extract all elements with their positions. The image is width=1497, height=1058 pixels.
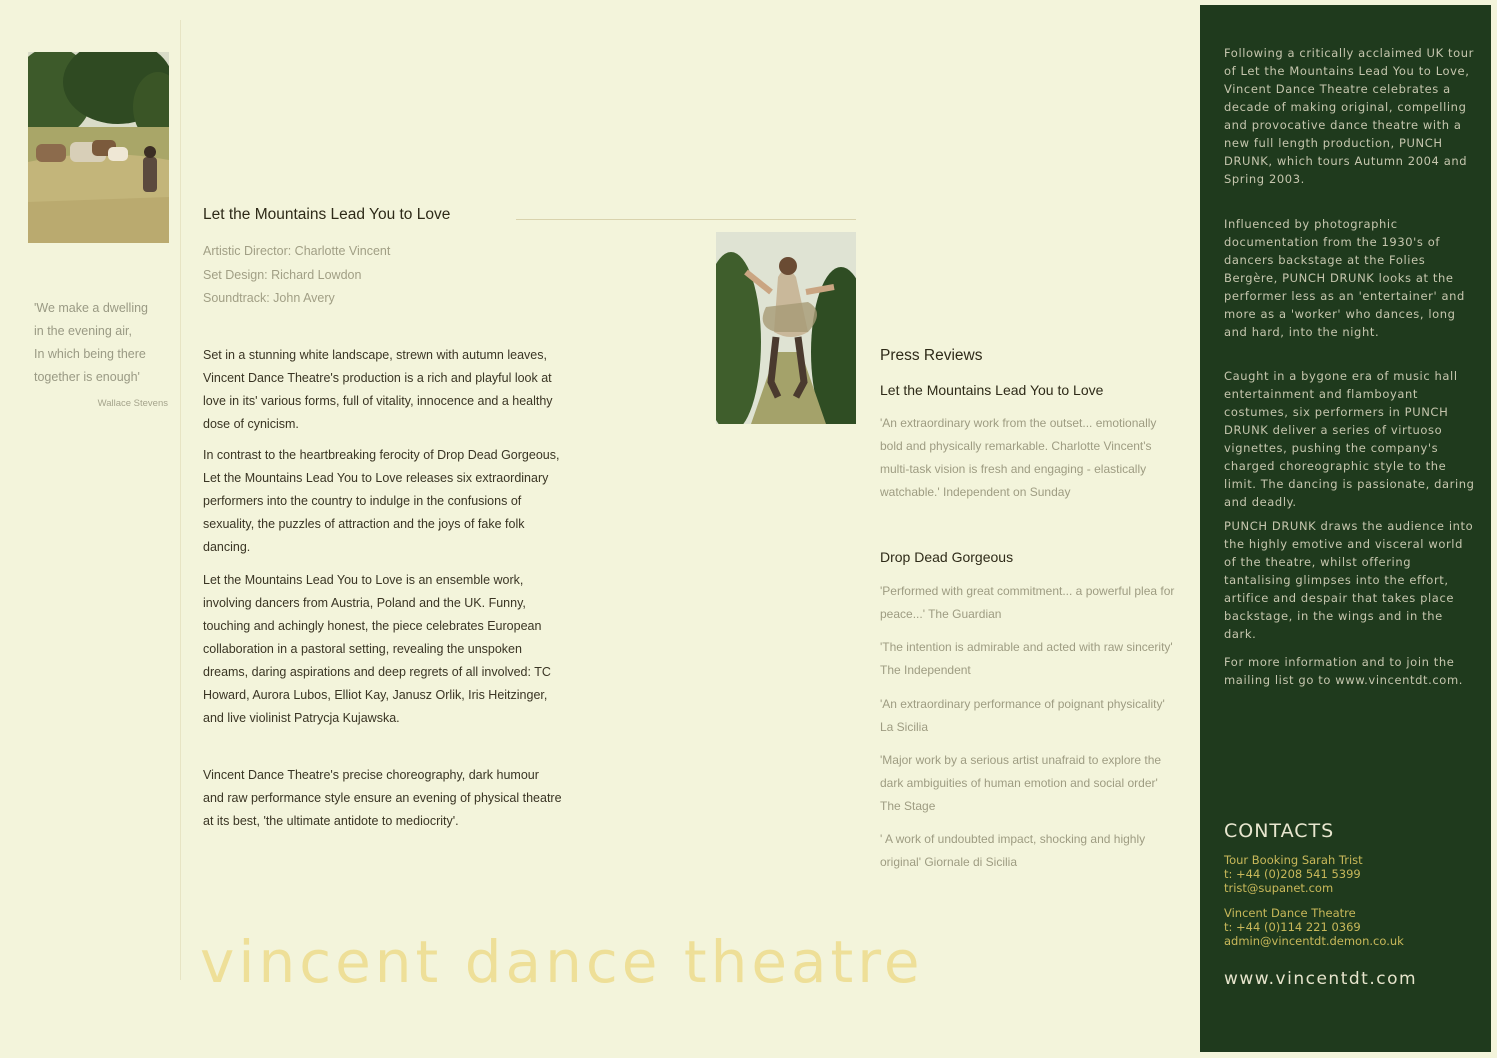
review-section-title: Drop Dead Gorgeous: [880, 549, 1014, 565]
quote-line: in the evening air,: [34, 324, 132, 338]
contact-block: [1224, 906, 1404, 948]
show-title: Let the Mountains Lead You to Love: [203, 206, 451, 223]
website-link[interactable]: www.vincentdt.com: [1224, 969, 1418, 989]
panel-paragraph: Influenced by photographic documentation from the 1930's of dancers backstage at the Folies Bergère, PUNCH DRUNK looks at the performer less as an 'entertainer' and more as a 'worker' who dances, long and hard, into the night.: [1224, 217, 1465, 339]
credit-line: Set Design: Richard Lowdon: [203, 267, 362, 282]
press-reviews-heading: Press Reviews: [880, 347, 983, 364]
contact-phone: t: +44 (0)114 221 0369: [1224, 920, 1361, 934]
show-paragraph: Let the Mountains Lead You to Love is an ensemble work, involving dancers from Austria, Poland and the UK. Funny, touching and achingly honest, the piece celebrates European collaboration in a pastoral setting, revealing the unspoken dreams, daring aspirations and deep regrets of all involved: TC Howard, Aurora Lubos, Elliot Kay, Janusz Orlik, Iris Heitzinger, and live violinist Patrycja Kujawska.: [203, 573, 551, 725]
panel-paragraph: PUNCH DRUNK draws the audience into the highly emotive and visceral world of the theatre, whilst offering tantalising glimpses into the effort, artifice and despair that takes place backstage, in the wings and in the dark.: [1224, 519, 1474, 641]
panel-paragraph: Following a critically acclaimed UK tour of Let the Mountains Lead You to Love, Vincent Dance Theatre celebrates a decade of making original, compelling and provocative dance theatre with a new full length production, PUNCH DRUNK, which tours Autumn 2004 and Spring 2003.: [1224, 46, 1474, 186]
review-quote: 'An extraordinary work from the outset... emotionally bold and physically remarkable. Charlotte Vincent's multi-task vision is fresh and engaging - elastically watchable.' Independent on Sunday: [880, 416, 1157, 499]
review-quote: ' A work of undoubted impact, shocking and highly original' Giornale di Sicilia: [880, 832, 1146, 869]
contact-phone: t: +44 (0)208 541 5399: [1224, 867, 1361, 881]
review-quote: 'Major work by a serious artist unafraid to explore the dark ambiguities of human emotion and social order' The Stage: [880, 753, 1162, 813]
brand-title: vincent dance theatre: [200, 928, 924, 996]
panel-paragraph: For more information and to join the mailing list go to www.vincentdt.com.: [1224, 655, 1463, 687]
contact-email[interactable]: trist@supanet.com: [1224, 881, 1334, 895]
show-paragraph: Set in a stunning white landscape, strewn with autumn leaves, Vincent Dance Theatre's production is a rich and playful look at love in its' various forms, full of vitality, innocence and a healthy dose of cynicism.: [203, 348, 553, 431]
credit-line: Soundtrack: John Avery: [203, 291, 335, 305]
quote-line: together is enough': [34, 370, 140, 384]
dancer-photo: [716, 232, 856, 424]
panel-paragraph: Caught in a bygone era of music hall entertainment and flamboyant costumes, six performers in PUNCH DRUNK deliver a series of virtuoso vignettes, pushing the company's charged choreographic style to the limit. The dancing is passionate, daring and deadly.: [1224, 369, 1475, 509]
review-section-title: Let the Mountains Lead You to Love: [880, 382, 1104, 398]
quote-author: Wallace Stevens: [97, 398, 168, 409]
show-paragraph: Vincent Dance Theatre's precise choreography, dark humour and raw performance style ensure an evening of physical theatre at its best, 'the ultimate antidote to mediocrity'.: [203, 768, 562, 828]
fold-line-left: [180, 20, 181, 980]
contact-block: [1224, 853, 1363, 895]
show-paragraph: In contrast to the heartbreaking ferocity of Drop Dead Gorgeous, Let the Mountains Lead You to Love releases six extraordinary performers into the country to indulge in the confusions of sexuality, the puzzles of attraction and the joys of fake folk dancing.: [203, 448, 560, 554]
review-quote: 'An extraordinary performance of poignant physicality' La Sicilia: [880, 697, 1165, 734]
contact-email[interactable]: admin@vincentdt.demon.co.uk: [1224, 934, 1404, 948]
review-quote: 'Performed with great commitment... a powerful plea for peace...' The Guardian: [880, 584, 1175, 621]
quote-line: In which being there: [34, 347, 146, 361]
review-quote: 'The intention is admirable and acted with raw sincerity' The Independent: [880, 640, 1173, 677]
contact-name: Vincent Dance Theatre: [1224, 906, 1356, 920]
title-divider: [516, 219, 856, 220]
credits-list: [203, 240, 390, 311]
credit-line: Artistic Director: Charlotte Vincent: [203, 244, 391, 258]
contact-name: Tour Booking Sarah Trist: [1224, 853, 1363, 867]
quote-line: 'We make a dwelling: [34, 301, 149, 315]
contacts-heading: CONTACTS: [1224, 820, 1335, 842]
field-photo: [28, 52, 169, 243]
epigraph-quote: [34, 297, 169, 389]
